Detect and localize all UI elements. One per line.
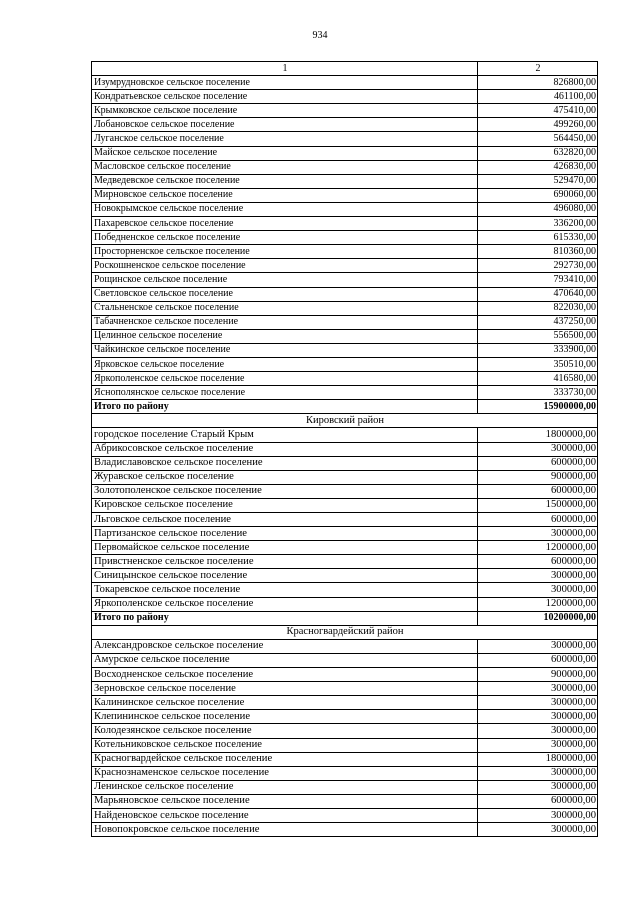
settlement-name: Владиславовское сельское поселение (92, 456, 478, 470)
settlement-name: Зерновское сельское поселение (92, 682, 478, 696)
settlement-name: Краснознаменское сельское поселение (92, 766, 478, 780)
table-row (92, 724, 598, 738)
settlement-name: Роскошненское сельское поселение (92, 259, 478, 273)
amount-value: 470640,00 (478, 287, 598, 301)
table-row (92, 583, 598, 597)
amount-value: 437250,00 (478, 315, 598, 329)
table-row (92, 513, 598, 527)
table-row (92, 174, 598, 188)
settlement-name: Марьяновское сельское поселение (92, 794, 478, 808)
amount-value: 793410,00 (478, 273, 598, 287)
settlement-name: Калининское сельское поселение (92, 696, 478, 710)
table-row (92, 217, 598, 231)
settlement-name: Яркополенское сельское поселение (92, 372, 478, 386)
settlement-name: Восходненское сельское поселение (92, 668, 478, 682)
amount-value: 690060,00 (478, 188, 598, 202)
amount-value: 300000,00 (478, 724, 598, 738)
settlement-name: Табачненское сельское поселение (92, 315, 478, 329)
table-row (92, 456, 598, 470)
table-row (92, 188, 598, 202)
table-row (92, 118, 598, 132)
table-row (92, 160, 598, 174)
settlement-name: Изумрудновское сельское поселение (92, 76, 478, 90)
amount-value: 300000,00 (478, 823, 598, 837)
amount-value: 426830,00 (478, 160, 598, 174)
amount-value: 826800,00 (478, 76, 598, 90)
amount-value: 300000,00 (478, 569, 598, 583)
settlement-name: Новокрымское сельское поселение (92, 202, 478, 216)
settlement-name: Синицынское сельское поселение (92, 569, 478, 583)
table-row (92, 372, 598, 386)
table-row (92, 808, 598, 822)
settlement-name: Яркополенское сельское поселение (92, 597, 478, 611)
settlement-name: Медведевское сельское поселение (92, 174, 478, 188)
amount-value: 300000,00 (478, 682, 598, 696)
total-value: 10200000,00 (478, 611, 598, 625)
amount-value: 300000,00 (478, 442, 598, 456)
table-row (92, 259, 598, 273)
amount-value: 300000,00 (478, 710, 598, 724)
settlement-name: Пахаревское сельское поселение (92, 217, 478, 231)
settlement-name: Первомайское сельское поселение (92, 541, 478, 555)
table-row (92, 315, 598, 329)
district-total-row (92, 611, 598, 625)
table-row (92, 442, 598, 456)
table-row (92, 76, 598, 90)
settlement-name: Новопокровское сельское поселение (92, 823, 478, 837)
table-row (92, 668, 598, 682)
amount-value: 300000,00 (478, 808, 598, 822)
settlement-name: Крымковское сельское поселение (92, 104, 478, 118)
settlement-name: Майское сельское поселение (92, 146, 478, 160)
table-row (92, 498, 598, 512)
amount-value: 600000,00 (478, 484, 598, 498)
table-row (92, 823, 598, 837)
table-row (92, 231, 598, 245)
amount-value: 496080,00 (478, 202, 598, 216)
settlement-name: Токаревское сельское поселение (92, 583, 478, 597)
settlement-name: Луганское сельское поселение (92, 132, 478, 146)
amount-value: 350510,00 (478, 357, 598, 371)
settlement-name: Лобановское сельское поселение (92, 118, 478, 132)
amount-value: 632820,00 (478, 146, 598, 160)
settlement-name: Масловское сельское поселение (92, 160, 478, 174)
table-row (92, 273, 598, 287)
amount-value: 499260,00 (478, 118, 598, 132)
settlement-name: Ярковское сельское поселение (92, 357, 478, 371)
settlement-name: Амурское сельское поселение (92, 653, 478, 667)
settlement-name: Красногвардейское сельское поселение (92, 752, 478, 766)
settlement-name: Привстненское сельское поселение (92, 555, 478, 569)
table-row (92, 386, 598, 400)
table-row (92, 682, 598, 696)
settlement-name: Рощинское сельское поселение (92, 273, 478, 287)
district-section-row (92, 414, 598, 428)
settlement-name: Золотополенское сельское поселение (92, 484, 478, 498)
table-row (92, 766, 598, 780)
total-label: Итого по району (92, 400, 478, 414)
table-row (92, 343, 598, 357)
settlement-name: Котельниковское сельское поселение (92, 738, 478, 752)
amount-value: 1200000,00 (478, 597, 598, 611)
amount-value: 564450,00 (478, 132, 598, 146)
table-row (92, 555, 598, 569)
column-1-header: 1 (92, 62, 478, 76)
amount-value: 333730,00 (478, 386, 598, 400)
settlement-name: Клепининское сельское поселение (92, 710, 478, 724)
table-header-row (92, 62, 598, 76)
amount-value: 822030,00 (478, 301, 598, 315)
table-body (92, 62, 598, 837)
amount-value: 900000,00 (478, 668, 598, 682)
district-title: Красногвардейский район (92, 625, 598, 639)
settlement-name: Чайкинское сельское поселение (92, 343, 478, 357)
settlement-name: Александровское сельское поселение (92, 639, 478, 653)
settlement-name: Льговское сельское поселение (92, 513, 478, 527)
amount-value: 600000,00 (478, 555, 598, 569)
amount-value: 300000,00 (478, 527, 598, 541)
settlement-name: Стальненское сельское поселение (92, 301, 478, 315)
table-row (92, 428, 598, 442)
amount-value: 529470,00 (478, 174, 598, 188)
settlement-name: Светловское сельское поселение (92, 287, 478, 301)
amount-value: 600000,00 (478, 794, 598, 808)
district-section-row (92, 625, 598, 639)
table-row (92, 541, 598, 555)
settlement-name: Победненское сельское поселение (92, 231, 478, 245)
table-row (92, 104, 598, 118)
amount-value: 810360,00 (478, 245, 598, 259)
settlement-name: Партизанское сельское поселение (92, 527, 478, 541)
total-value: 15900000,00 (478, 400, 598, 414)
table-row (92, 527, 598, 541)
table-row (92, 597, 598, 611)
table-row (92, 710, 598, 724)
table-row (92, 245, 598, 259)
table-row (92, 794, 598, 808)
table-row (92, 287, 598, 301)
table-row (92, 569, 598, 583)
amount-value: 1800000,00 (478, 752, 598, 766)
table-row (92, 696, 598, 710)
amount-value: 416580,00 (478, 372, 598, 386)
table-row (92, 301, 598, 315)
amount-value: 1200000,00 (478, 541, 598, 555)
amount-value: 600000,00 (478, 456, 598, 470)
amount-value: 475410,00 (478, 104, 598, 118)
amount-value: 1800000,00 (478, 428, 598, 442)
table-row (92, 329, 598, 343)
table-row (92, 639, 598, 653)
district-title: Кировский район (92, 414, 598, 428)
table-row (92, 90, 598, 104)
amount-value: 300000,00 (478, 583, 598, 597)
amount-value: 600000,00 (478, 513, 598, 527)
settlement-name: Абрикосовское сельское поселение (92, 442, 478, 456)
amount-value: 300000,00 (478, 738, 598, 752)
settlement-name: Ленинское сельское поселение (92, 780, 478, 794)
settlement-name: Колодезянское сельское поселение (92, 724, 478, 738)
amount-value: 461100,00 (478, 90, 598, 104)
amount-value: 336200,00 (478, 217, 598, 231)
page-number: 934 (312, 30, 328, 41)
settlement-name: Яснополянское сельское поселение (92, 386, 478, 400)
table-row (92, 780, 598, 794)
settlement-name: Целинное сельское поселение (92, 329, 478, 343)
settlement-name: Кондратьевское сельское поселение (92, 90, 478, 104)
table-row (92, 132, 598, 146)
settlement-name: Найденовское сельское поселение (92, 808, 478, 822)
total-label: Итого по району (92, 611, 478, 625)
amount-value: 333900,00 (478, 343, 598, 357)
settlement-name: Просторненское сельское поселение (92, 245, 478, 259)
amount-value: 300000,00 (478, 639, 598, 653)
amount-value: 615330,00 (478, 231, 598, 245)
amount-value: 600000,00 (478, 653, 598, 667)
settlement-name: Мирновское сельское поселение (92, 188, 478, 202)
allocation-table (91, 61, 598, 837)
settlement-name: городское поселение Старый Крым (92, 428, 478, 442)
table-row (92, 738, 598, 752)
table-row (92, 146, 598, 160)
table-row (92, 653, 598, 667)
column-2-header: 2 (478, 62, 598, 76)
district-total-row (92, 400, 598, 414)
settlement-name: Журавское сельское поселение (92, 470, 478, 484)
table-row (92, 357, 598, 371)
amount-value: 300000,00 (478, 766, 598, 780)
settlement-name: Кировское сельское поселение (92, 498, 478, 512)
table-row (92, 484, 598, 498)
amount-value: 900000,00 (478, 470, 598, 484)
table-row (92, 470, 598, 484)
amount-value: 1500000,00 (478, 498, 598, 512)
amount-value: 300000,00 (478, 780, 598, 794)
table-row (92, 752, 598, 766)
amount-value: 292730,00 (478, 259, 598, 273)
table-row (92, 202, 598, 216)
amount-value: 300000,00 (478, 696, 598, 710)
amount-value: 556500,00 (478, 329, 598, 343)
